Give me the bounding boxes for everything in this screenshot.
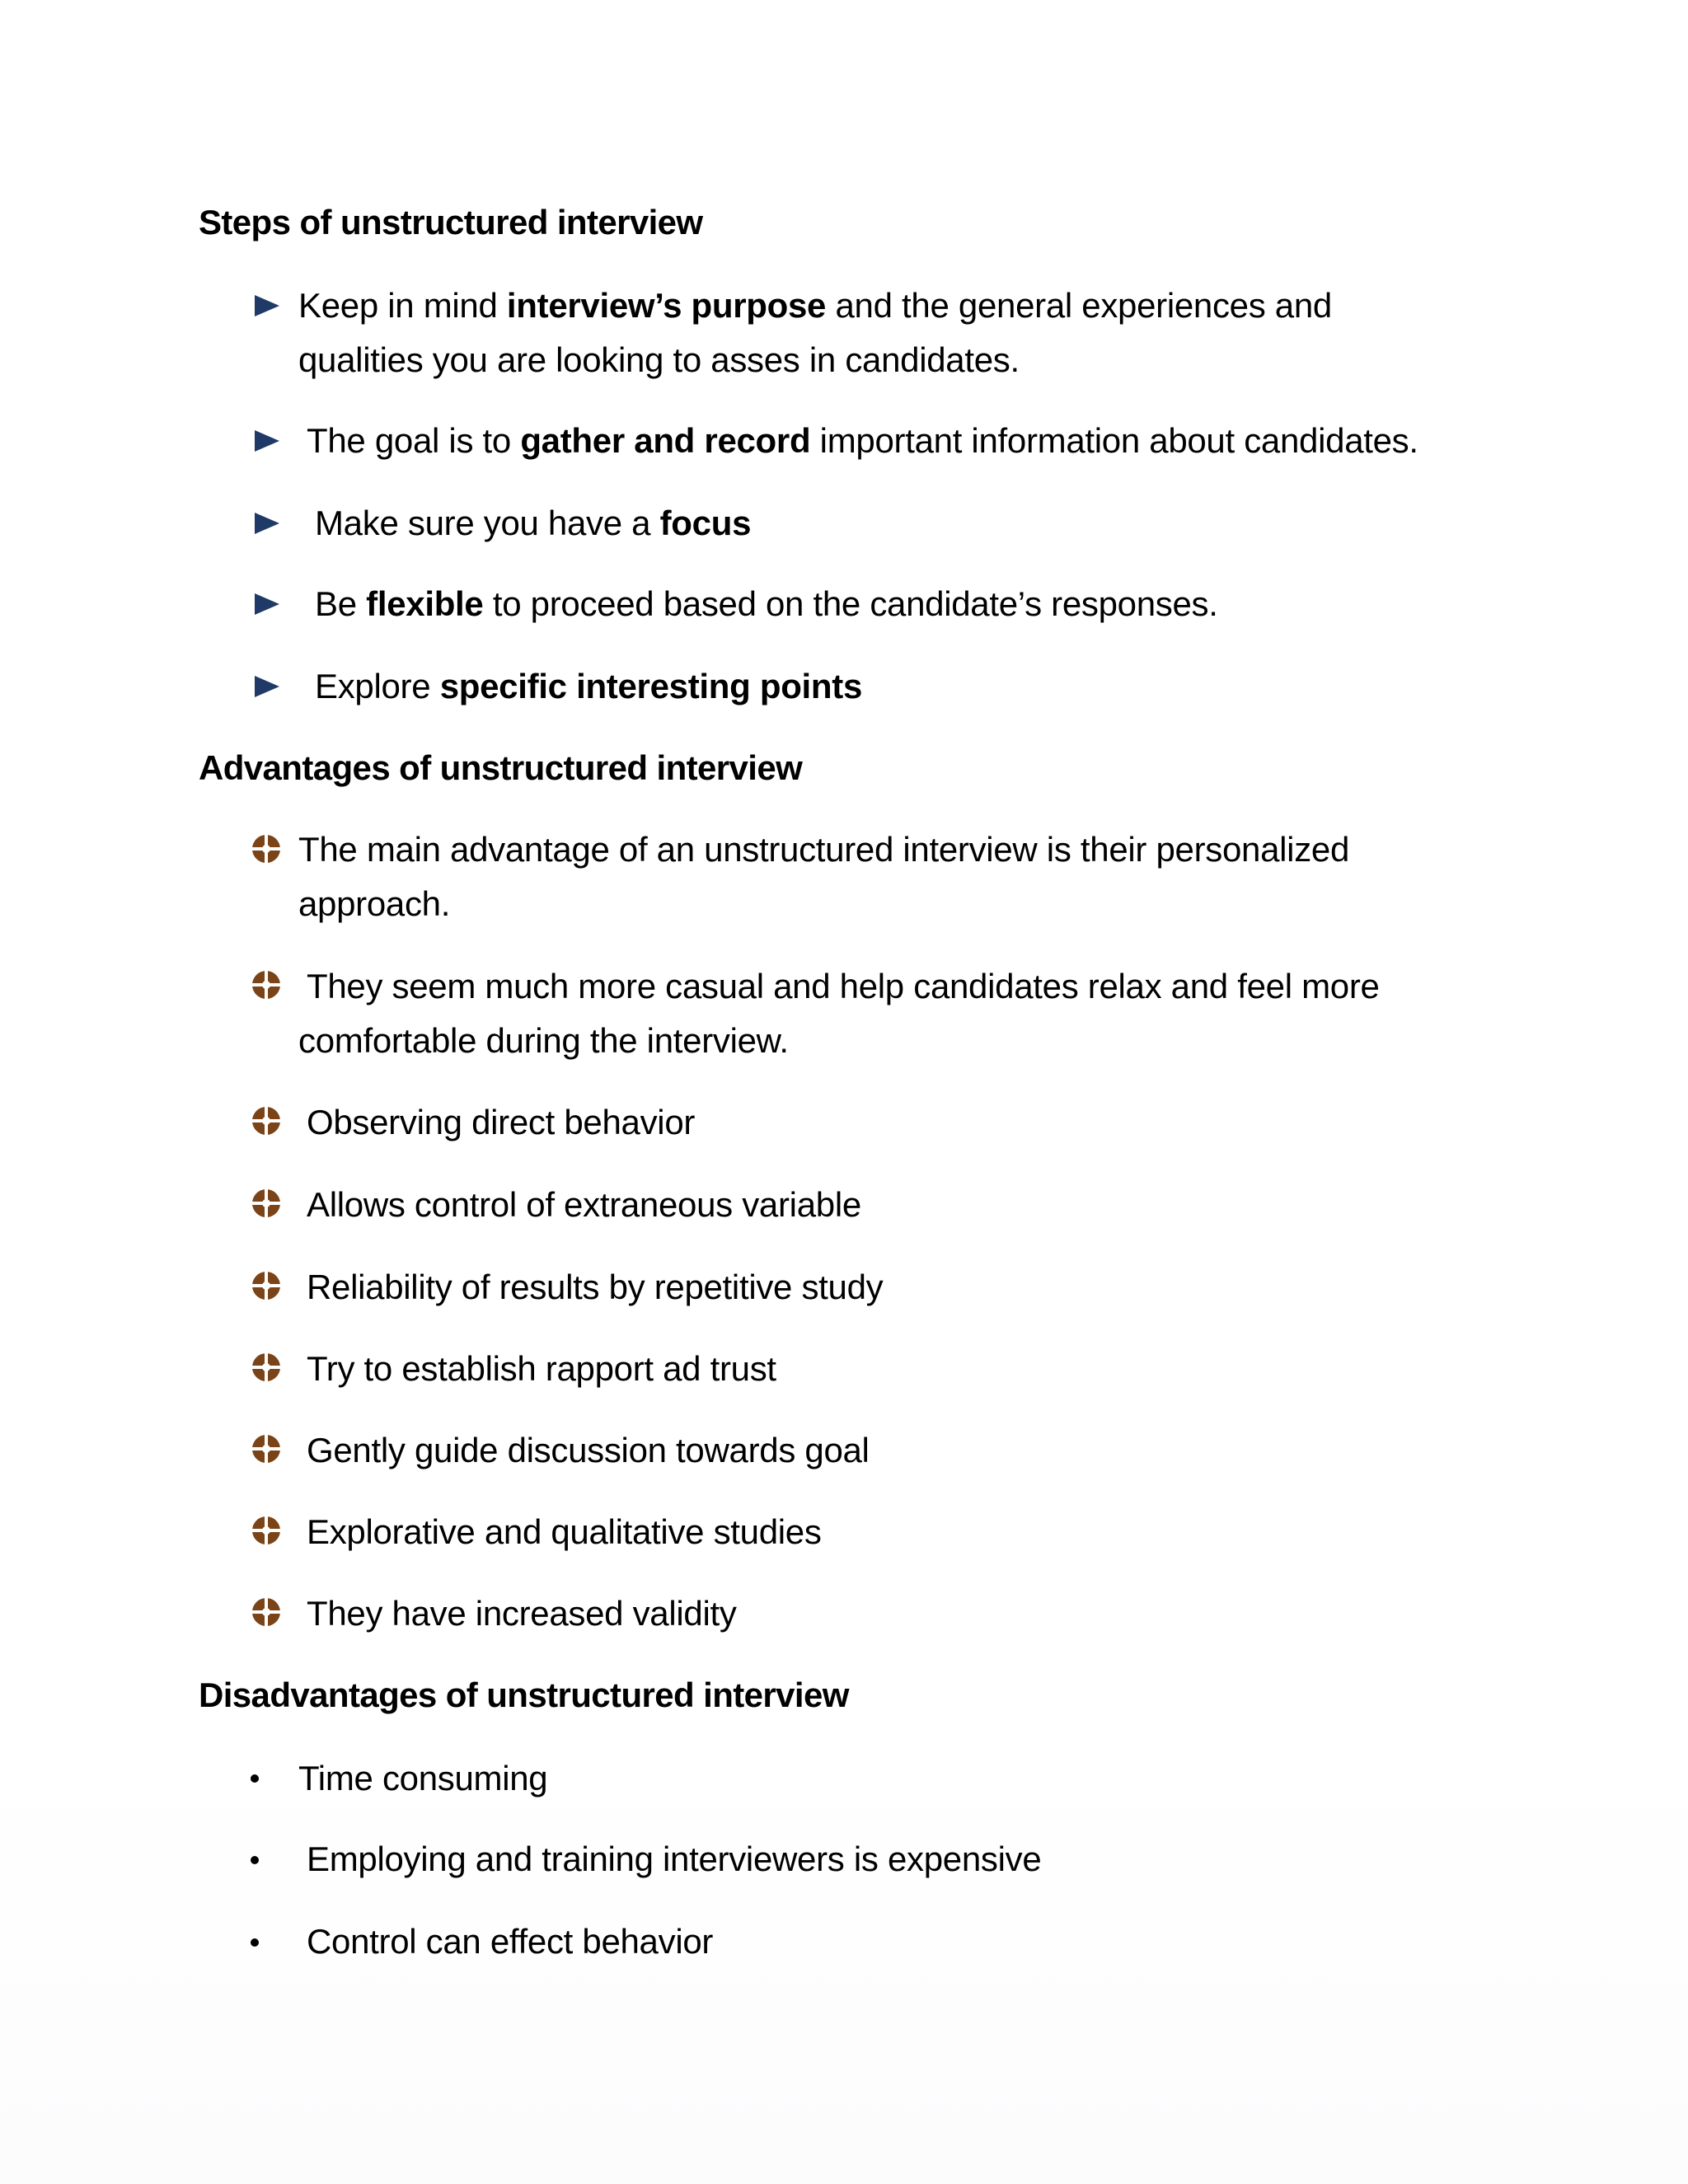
advantages-heading: Advantages of unstructured interview bbox=[199, 748, 803, 787]
dot-icon bbox=[251, 1938, 259, 1947]
advantages-item-8: Explorative and qualitative studies bbox=[307, 1512, 822, 1551]
arrow-triangle-icon bbox=[255, 676, 279, 697]
advantages-item-6: Try to establish rapport ad trust bbox=[307, 1349, 776, 1388]
steps-heading: Steps of unstructured interview bbox=[199, 203, 703, 241]
quartered-circle-icon bbox=[251, 1188, 281, 1218]
disadvantages-item-2: Employing and training interviewers is expensive bbox=[307, 1840, 1042, 1878]
quartered-circle-icon bbox=[251, 1352, 281, 1382]
steps-item-4 bbox=[315, 577, 1218, 631]
steps-item-3-text-a: Make sure you have a bbox=[315, 504, 660, 542]
steps-item-2 bbox=[307, 414, 1418, 468]
steps-item-1-line2: qualities you are looking to asses in candidates. bbox=[298, 340, 1020, 379]
quartered-circle-icon bbox=[251, 1434, 281, 1464]
steps-item-1 bbox=[298, 279, 1332, 387]
dot-icon bbox=[251, 1774, 259, 1783]
steps-item-3-bold: focus bbox=[659, 504, 752, 542]
advantages-item-7: Gently guide discussion towards goal bbox=[307, 1431, 870, 1469]
quartered-circle-icon bbox=[251, 1516, 281, 1545]
advantages-item-3: Observing direct behavior bbox=[307, 1103, 696, 1141]
advantages-item-4: Allows control of extraneous variable bbox=[307, 1185, 861, 1224]
quartered-circle-icon bbox=[251, 1106, 281, 1136]
steps-item-4-bold: flexible bbox=[366, 584, 484, 623]
dot-icon bbox=[251, 1856, 259, 1864]
steps-item-1-text-a: Keep in mind bbox=[298, 286, 507, 325]
advantages-item-9: They have increased validity bbox=[307, 1594, 737, 1633]
steps-item-1-text-b: and the general experiences and bbox=[826, 286, 1332, 325]
arrow-triangle-icon bbox=[255, 430, 279, 452]
steps-item-3 bbox=[315, 496, 751, 551]
advantages-item-2 bbox=[298, 959, 1380, 1068]
disadvantages-item-1: Time consuming bbox=[298, 1759, 548, 1797]
steps-item-5-bold: specific interesting points bbox=[439, 667, 863, 705]
quartered-circle-icon bbox=[251, 970, 281, 1000]
advantages-item-1 bbox=[298, 823, 1349, 931]
advantages-item-1-line2: approach. bbox=[298, 884, 451, 923]
steps-item-2-text-b: important information about candidates. bbox=[810, 421, 1418, 460]
steps-item-4-text-b: to proceed based on the candidate’s responses. bbox=[483, 584, 1218, 623]
arrow-triangle-icon bbox=[255, 513, 279, 534]
steps-item-2-bold: gather and record bbox=[520, 421, 811, 460]
steps-item-5-text-a: Explore bbox=[315, 667, 440, 705]
advantages-item-2-line2: comfortable during the interview. bbox=[298, 1021, 789, 1060]
steps-item-5 bbox=[315, 659, 862, 714]
disadvantages-heading: Disadvantages of unstructured interview bbox=[199, 1675, 849, 1714]
arrow-triangle-icon bbox=[255, 295, 279, 316]
quartered-circle-icon bbox=[251, 834, 281, 864]
steps-item-1-bold: interview’s purpose bbox=[506, 286, 827, 325]
quartered-circle-icon bbox=[251, 1597, 281, 1627]
quartered-circle-icon bbox=[251, 1271, 281, 1301]
advantages-item-5: Reliability of results by repetitive study bbox=[307, 1268, 884, 1306]
advantages-item-1-line1: The main advantage of an unstructured interview is their personalized bbox=[298, 830, 1350, 869]
steps-item-4-text-a: Be bbox=[315, 584, 367, 623]
advantages-item-2-line1: They seem much more casual and help candidates relax and feel more bbox=[307, 967, 1380, 1005]
steps-item-2-text-a: The goal is to bbox=[307, 421, 521, 460]
disadvantages-item-3: Control can effect behavior bbox=[307, 1922, 714, 1961]
arrow-triangle-icon bbox=[255, 593, 279, 615]
